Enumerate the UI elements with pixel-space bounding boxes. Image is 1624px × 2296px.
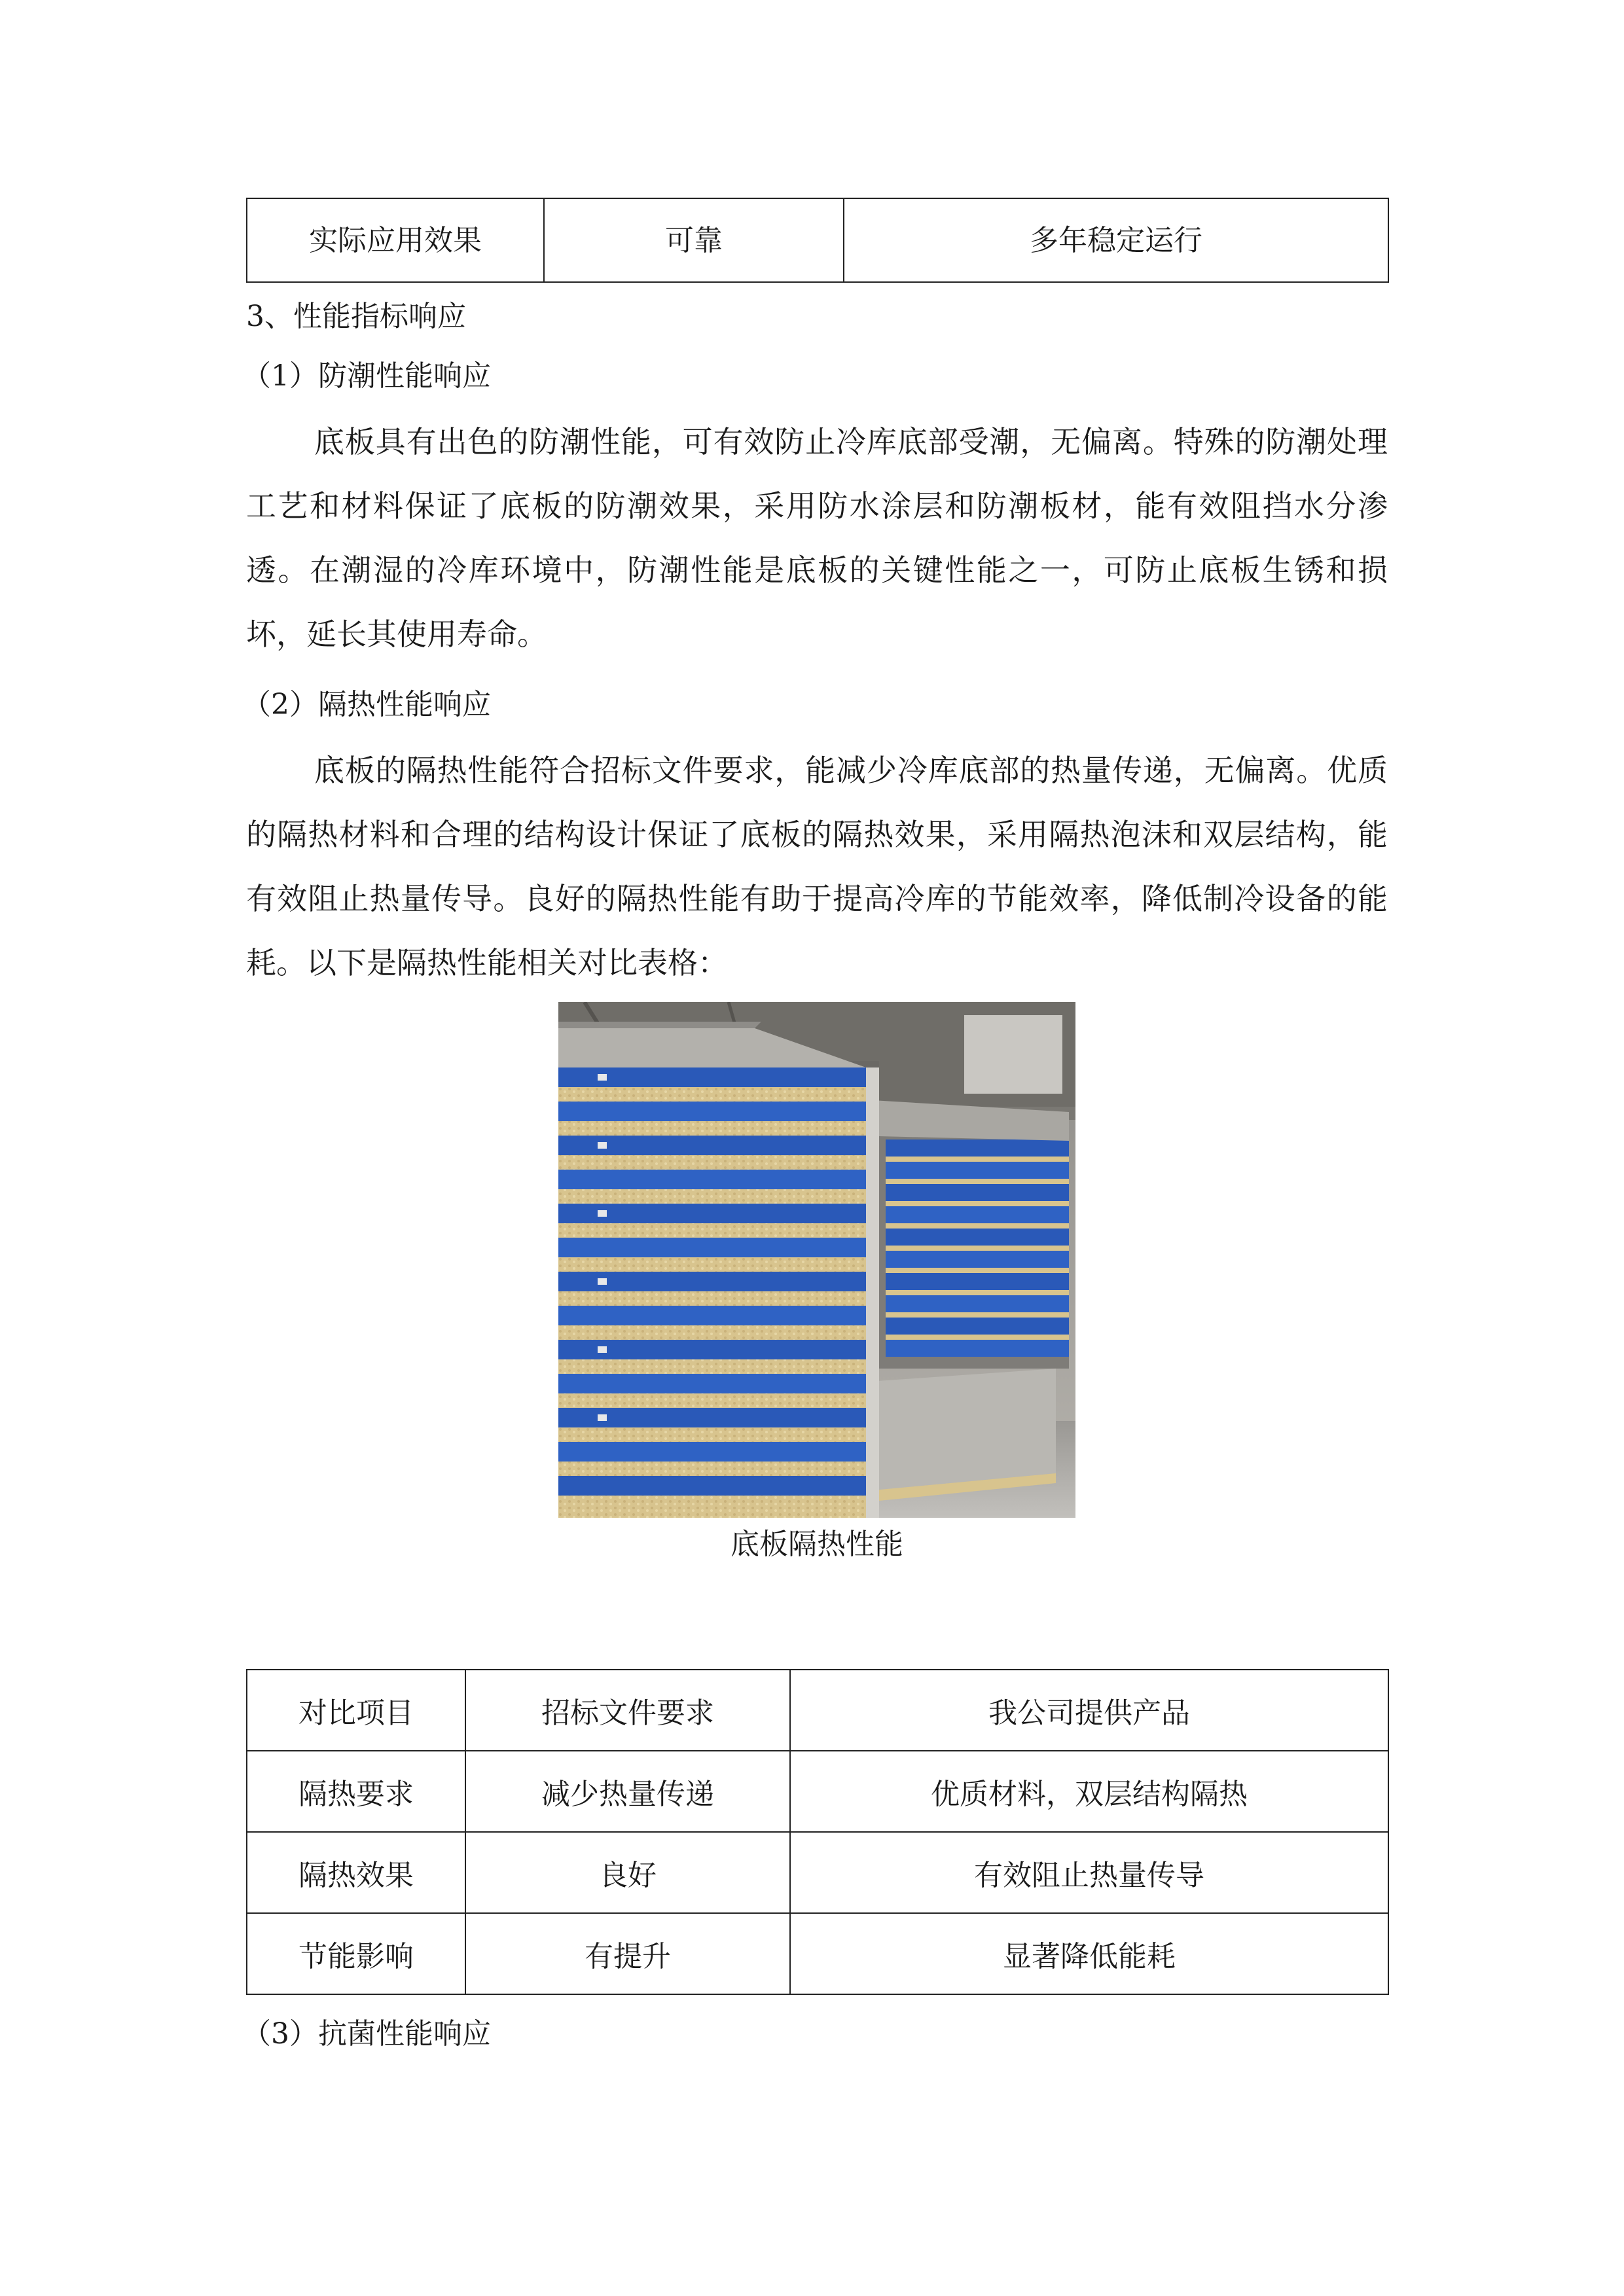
- comparison-table: [246, 1669, 1389, 1995]
- table-cell: 多年稳定运行: [844, 198, 1388, 282]
- table-cell: 有效阻止热量传导: [790, 1832, 1388, 1913]
- table-cell: 有提升: [465, 1913, 790, 1994]
- table-row: [247, 1832, 1388, 1913]
- paragraph-moisture: 底板具有出色的防潮性能，可有效防止冷库底部受潮，无偏离。特殊的防潮处理工艺和材料保证了底板的防潮效果，采用防水涂层和防潮板材，能有效阻挡水分渗透。在潮湿的冷库环境中，防潮性能是底板的关键性能之一，可防止底板生锈和损坏，延长其使用寿命。: [246, 424, 1388, 652]
- table-header-cell: 招标文件要求: [465, 1670, 790, 1751]
- table-row: [247, 198, 1388, 282]
- table-cell: 显著降低能耗: [790, 1913, 1388, 1994]
- section-title: 3、性能指标响应: [246, 300, 466, 333]
- subsection-title-insulation: （2）隔热性能响应: [242, 688, 491, 721]
- table-cell: 隔热效果: [247, 1832, 465, 1913]
- table-header-cell: 对比项目: [247, 1670, 465, 1751]
- table-cell: 隔热要求: [247, 1751, 465, 1832]
- panel-stack-photo: [558, 1002, 1075, 1518]
- table-row: [247, 1751, 1388, 1832]
- subsection-title-moisture: （1）防潮性能响应: [242, 359, 491, 393]
- figure-caption: 底板隔热性能: [731, 1528, 903, 1561]
- table-cell: 可靠: [544, 198, 844, 282]
- table-cell: 实际应用效果: [247, 198, 544, 282]
- table-cell: 节能影响: [247, 1913, 465, 1994]
- table-header-cell: 我公司提供产品: [790, 1670, 1388, 1751]
- table-row: [247, 1913, 1388, 1994]
- table-cell: 减少热量传递: [465, 1751, 790, 1832]
- table-header-row: [247, 1670, 1388, 1751]
- panel-stack-illustration: [558, 1002, 1075, 1518]
- subsection-title-antibacterial: （3）抗菌性能响应: [242, 2017, 491, 2051]
- table-cell: 良好: [465, 1832, 790, 1913]
- table-cell: 优质材料，双层结构隔热: [790, 1751, 1388, 1832]
- top-table: [246, 198, 1389, 283]
- paragraph-insulation: 底板的隔热性能符合招标文件要求，能减少冷库底部的热量传递，无偏离。优质的隔热材料和合理的结构设计保证了底板的隔热效果，采用隔热泡沫和双层结构，能有效阻止热量传导。良好的隔热性能有助于提高冷库的节能效率，降低制冷设备的能耗。以下是隔热性能相关对比表格：: [246, 753, 1388, 980]
